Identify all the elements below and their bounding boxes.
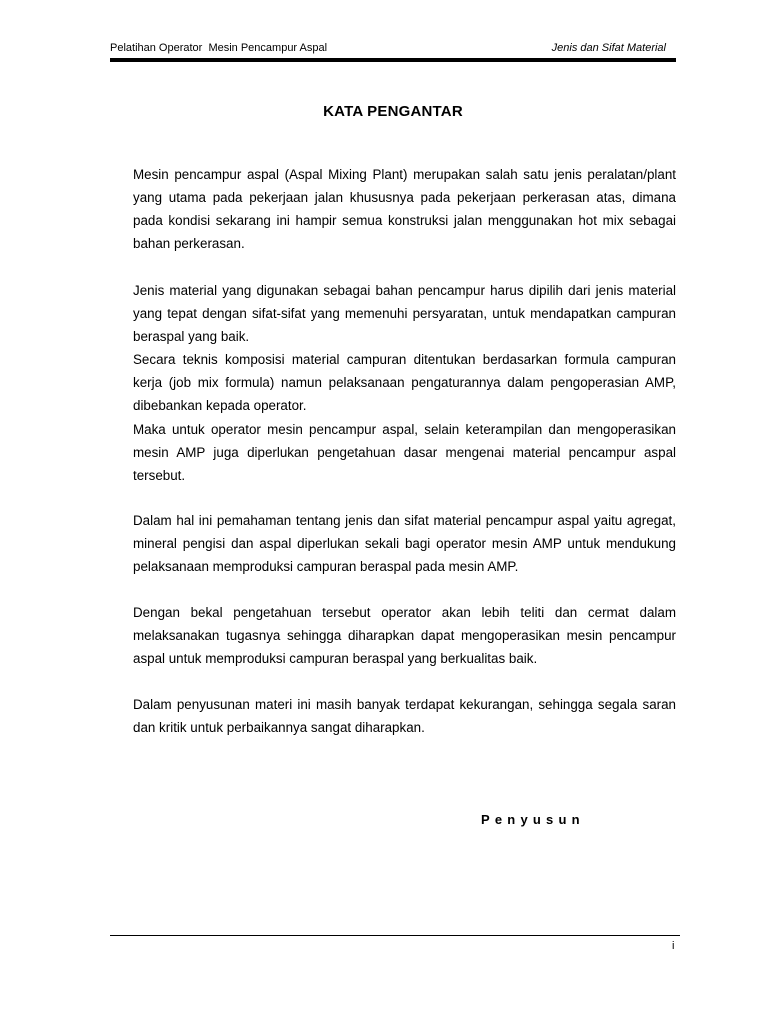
paragraph-shortcomings: Dalam penyusunan materi ini masih banyak terdapat kekurangan, sehingga segala saran dan kritik untuk perbaikannya sangat diharapkan. (133, 697, 676, 735)
header-chapter-title: Jenis dan Sifat Material (551, 42, 666, 54)
paragraph-provision: Dengan bekal pengetahuan tersebut operator akan lebih teliti dan cermat dalam melaksanakan tugasnya sehingga diharapkan dapat mengoperasikan mesin pencampur aspal untuk memproduksi campuran beraspal yang berkualitas baik. (133, 605, 676, 666)
paragraph-intro: Mesin pencampur aspal (Aspal Mixing Plant) merupakan salah satu jenis peralatan/plant yang utama pada pekerjaan jalan khususnya pada pekerjaan perkerasan atas, dimana pada kondisi sekarang ini hampir semua konstruksi jalan menggunakan hot mix sebagai bahan perkerasan. (133, 167, 676, 251)
page-title: KATA PENGANTAR (323, 103, 463, 120)
paragraph-operator-knowledge: Maka untuk operator mesin pencampur aspal, selain keterampilan dan mengoperasikan mesin AMP juga diperlukan pengetahuan dasar mengenai material pencampur aspal tersebut. (133, 422, 676, 483)
header-course-title: Pelatihan Operator Mesin Pencampur Aspal (110, 42, 328, 54)
footer-rule (110, 935, 680, 936)
paragraph-material-selection: Jenis material yang digunakan sebagai bahan pencampur harus dipilih dari jenis material yang tepat dengan sifat-sifat yang memenuhi persyaratan, untuk mendapatkan campuran beraspal yang baik. (133, 283, 676, 344)
page-header (110, 42, 676, 56)
header-rule (110, 58, 676, 62)
page-number: i (672, 940, 675, 952)
paragraph-understanding: Dalam hal ini pemahaman tentang jenis dan sifat material pencampur aspal yaitu agregat, mineral pengisi dan aspal diperlukan sekali bagi operator mesin AMP untuk mendukung pelaksanaan memproduksi campuran beraspal pada mesin AMP. (133, 513, 676, 574)
paragraph-job-mix-formula: Secara teknis komposisi material campuran ditentukan berdasarkan formula campuran kerja (job mix formula) namun pelaksanaan pengaturannya dalam pengoperasian AMP, dibebankan kepada operator. (133, 352, 676, 413)
author-signature: Penyusun (481, 812, 585, 827)
